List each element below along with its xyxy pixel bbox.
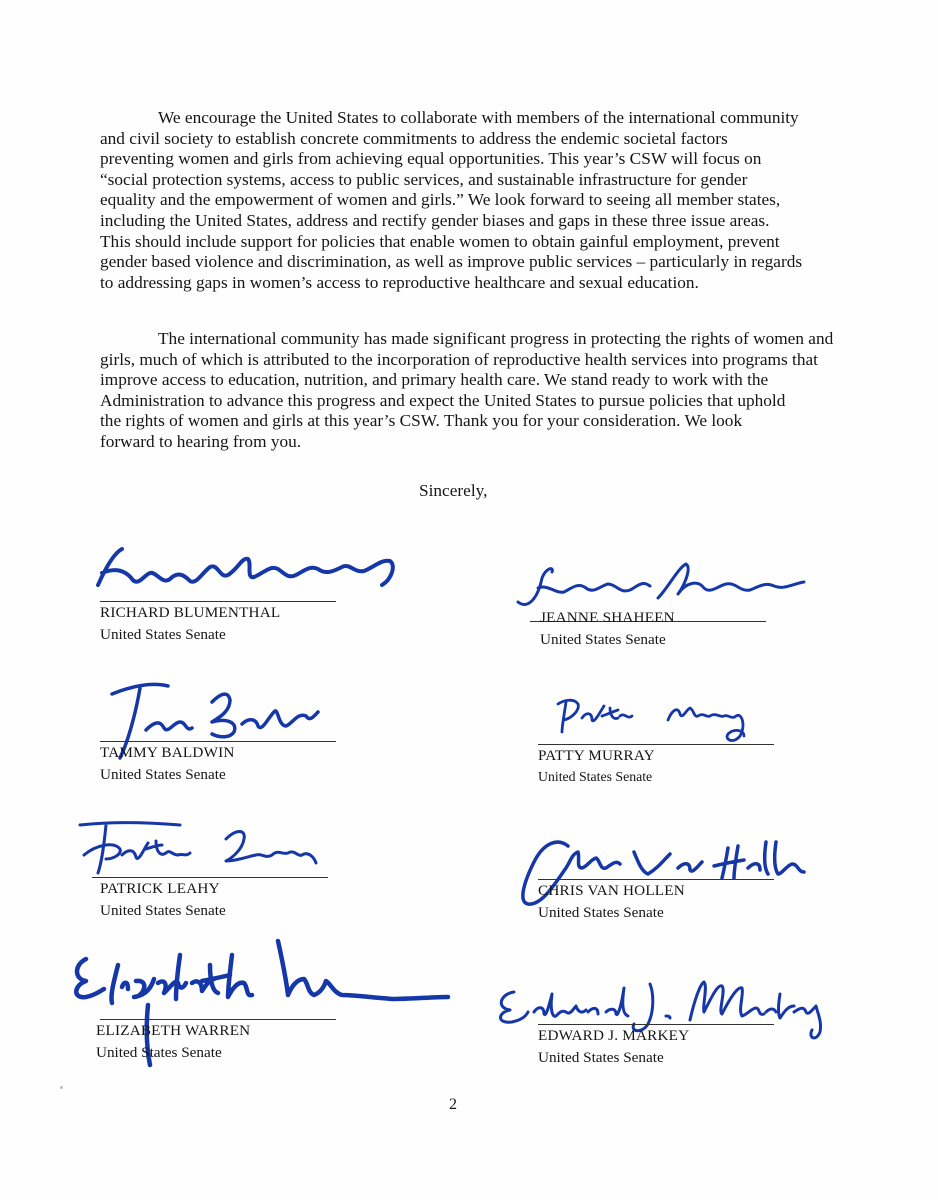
page-number: 2 — [449, 1096, 457, 1113]
signatory-name: TAMMY BALDWIN — [100, 744, 235, 761]
signatory-title: United States Senate — [100, 766, 226, 783]
body-paragraph-2: The international community has made significant progress in protecting the rights of women and girls, much of which is attributed to the incorporation of reproductive health services into programs that improve access to education, nutrition, and primary health care. We stand ready to work with the Administration to advance this progress and expect the United States to pursue policies that uphold the rights of women and girls at this year’s CSW. Thank you for your consideration. We look forward to hearing from you. — [100, 329, 834, 451]
signature-line — [538, 879, 774, 880]
signatory-name: CHRIS VAN HOLLEN — [538, 882, 685, 899]
signatory-title: United States Senate — [540, 631, 666, 648]
signatory-name: PATTY MURRAY — [538, 747, 655, 764]
signature-leahy-image — [76, 815, 336, 885]
signatory-name: ELIZABETH WARREN — [96, 1022, 251, 1039]
signatory-title: United States Senate — [100, 626, 226, 643]
signature-line — [538, 1024, 774, 1025]
closing-salutation: Sincerely, — [419, 481, 488, 500]
signatory-title: United States Senate — [538, 1049, 664, 1066]
signature-line — [100, 741, 336, 742]
signature-line — [538, 744, 774, 745]
scan-speck — [60, 1086, 63, 1089]
signatory-name: EDWARD J. MARKEY — [538, 1027, 690, 1044]
signatory-name: PATRICK LEAHY — [100, 880, 220, 897]
signatory-title: United States Senate — [100, 902, 226, 919]
signature-line — [100, 1019, 336, 1020]
signature-blumenthal-image — [92, 545, 412, 605]
signatory-title: United States Senate — [538, 769, 653, 784]
signature-line — [100, 601, 336, 602]
signatory-title: United States Senate — [538, 904, 664, 921]
body-paragraph-1: We encourage the United States to collaborate with members of the international community and civil society to establish concrete commitments to address the endemic societal factors preventing women and girls from achieving equal opportunities. This year’s CSW will focus on “social protection systems, access to public services, and sustainable infrastructure for gender equality and the empowerment of women and girls.” We look forward to seeing all member states, including the United States, address and rectify gender biases and gaps in these three issue areas. This should include support for policies that enable women to obtain gainful employment, prevent gender based violence and discrimination, as well as improve public services – particularly in regards to addressing gaps in women’s access to reproductive healthcare and sexual education. — [100, 108, 803, 292]
signatory-name: JEANNE SHAHEEN — [540, 609, 675, 626]
signatory-name: RICHARD BLUMENTHAL — [100, 604, 281, 621]
signature-line — [92, 877, 328, 878]
signatory-title: United States Senate — [96, 1044, 222, 1061]
